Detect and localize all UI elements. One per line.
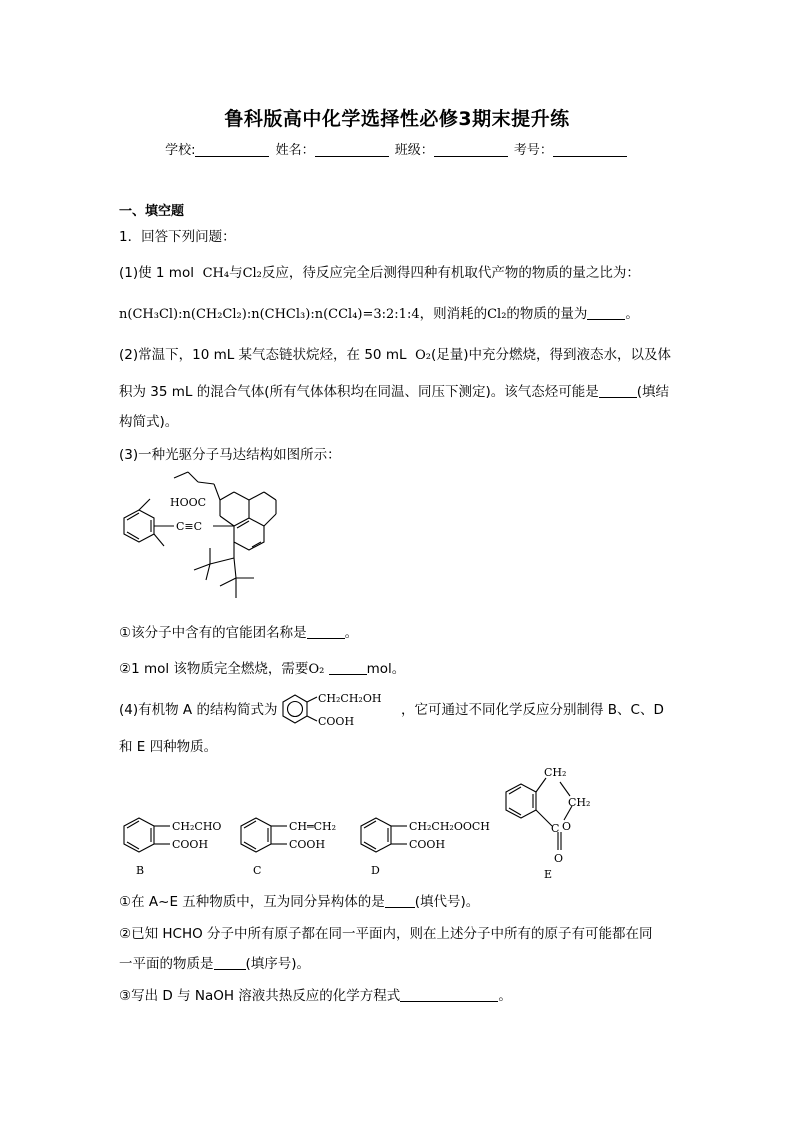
answer-blank-5[interactable] <box>385 895 415 908</box>
formula-cl2-b: Cl₂ <box>487 307 507 322</box>
ratio-expression: n(CH₃Cl):n(CH₂Cl₂):n(CHCl₃):n(CCl₄)=3:2:1:4 <box>119 307 420 322</box>
q1-p2-text-b: (足量)中充分燃烧，得到液态水，以及体 <box>430 347 672 363</box>
q1-p4-q2-text: 一平面的物质是 <box>119 956 214 972</box>
q1-part3-sub2 <box>119 660 405 679</box>
hooc-label: HOOC <box>170 496 207 509</box>
formula-o2-b: O₂ <box>308 662 325 677</box>
compound-d-sub2: COOH <box>409 838 446 851</box>
q1-p4-q3-end: 。 <box>498 988 512 1004</box>
q1-part1-line2 <box>119 305 639 324</box>
compound-e-ch2-b: CH₂ <box>568 796 591 809</box>
q1-p3-q2-end: mol。 <box>366 661 406 677</box>
answer-blank-6[interactable] <box>214 957 246 970</box>
q1-p2-text-a: (2)常温下，10 mL 某气态链状烷烃，在 50 mL <box>119 347 407 363</box>
q1-p1-text-c: 反应，待反应完全后测得四种有机取代产物的物质的量之比为： <box>261 265 640 281</box>
q1-part4-line1 <box>119 701 277 720</box>
answer-blank-4[interactable] <box>329 662 367 675</box>
q1-p3-q2-text: ②1 mol 该物质完全燃烧，需要 <box>119 661 309 677</box>
q1-part4-line2: 和 E 四种物质。 <box>119 739 218 755</box>
q1-p1-text-e: 的物质的量为 <box>506 306 588 322</box>
compound-b-sub2: COOH <box>172 838 209 851</box>
compound-d-label: D <box>371 864 380 877</box>
q1-part4-sub2: ②已知 HCHO 分子中所有原子都在同一平面内，则在上述分子中所有的原子有可能都在同 <box>119 926 653 942</box>
q1-part1-line1 <box>119 264 640 283</box>
compound-e-oxygen: O <box>562 820 572 833</box>
compound-e-ch2-a: CH₂ <box>544 766 567 779</box>
class-blank[interactable] <box>434 143 508 157</box>
name-label: 姓名： <box>275 143 315 158</box>
q1-p1-end: 。 <box>625 306 639 322</box>
school-blank[interactable] <box>195 143 269 157</box>
q1-p2-text-d: (填结 <box>636 384 670 400</box>
right-benzene-ring <box>234 518 264 550</box>
formula-o2: O₂ <box>415 348 431 363</box>
formula-cl2: Cl₂ <box>242 266 262 281</box>
left-benzene-ring <box>124 510 154 542</box>
compound-b-label: B <box>136 864 145 877</box>
class-label: 班级： <box>394 143 434 158</box>
q1-part2-line2 <box>119 383 669 402</box>
compound-c-label: C <box>253 864 262 877</box>
q1-p1-text-a: (1)使 1 mol <box>119 265 194 281</box>
compound-a-sub2: COOH <box>318 715 355 728</box>
molecular-motor-structure <box>110 470 310 615</box>
compound-a-sub1: CH₂CH₂OH <box>318 692 382 705</box>
compound-d-structure <box>355 812 505 880</box>
q1-p4-q2-end: (填序号)。 <box>245 956 311 972</box>
q1-part4-sub2b <box>119 955 310 974</box>
q1-part3-stem: (3)一种光驱分子马达结构如图所示： <box>119 447 341 463</box>
compound-c-sub2: COOH <box>289 838 326 851</box>
question-1-stem: 1．回答下列问题： <box>119 229 236 245</box>
q1-part2-line1 <box>119 346 671 365</box>
compound-a-structure <box>277 690 399 730</box>
compound-e-carbon: C <box>551 822 560 835</box>
q1-p2-text-c: 积为 35 mL 的混合气体(所有气体体积均在同温、同压下测定)。该气态烃可能是 <box>119 384 599 400</box>
school-label: 学校: <box>165 143 196 158</box>
compound-d-sub1: CH₂CH₂OOCH <box>409 820 490 833</box>
answer-blank-7[interactable] <box>400 989 498 1002</box>
compound-e-structure <box>498 762 608 880</box>
answer-blank-2[interactable] <box>599 385 637 398</box>
number-blank[interactable] <box>553 143 627 157</box>
answer-blank-3[interactable] <box>307 626 345 639</box>
q1-part4-line1b: ，它可通过不同化学反应分别制得 B、C、D <box>401 702 664 718</box>
q1-p1-text-d: ，则消耗的 <box>419 306 488 322</box>
answer-blank-1[interactable] <box>587 307 625 320</box>
compound-b-sub1: CH₂CHO <box>172 820 222 833</box>
number-label: 考号： <box>513 143 553 158</box>
formula-ch4: CH₄ <box>202 266 230 281</box>
q1-p4-q1-end: (填代号)。 <box>414 894 480 910</box>
compound-c-structure <box>235 812 355 880</box>
q1-part3-sub1 <box>119 624 358 643</box>
q1-p1-text-b: 与 <box>229 265 243 281</box>
q1-p4-q3-text: ③写出 D 与 NaOH 溶液共热反应的化学方程式 <box>119 988 401 1004</box>
name-blank[interactable] <box>315 143 389 157</box>
compound-c-sub1: CH═CH₂ <box>289 820 337 833</box>
student-info <box>0 139 794 158</box>
section-heading: 一、填空题 <box>119 204 185 219</box>
q1-p3-q1-end: 。 <box>344 625 359 641</box>
q1-p4-text-a: (4)有机物 A 的结构简式为 <box>119 702 278 718</box>
alkyne-label: C≡C <box>176 520 203 533</box>
q1-p3-q1-text: ①该分子中含有的官能团名称是 <box>119 625 307 641</box>
compound-e-label: E <box>544 868 553 880</box>
q1-part4-sub3 <box>119 987 512 1006</box>
compound-b-structure <box>118 812 236 880</box>
compound-e-carbonyl-o: O <box>554 852 564 865</box>
page-title: 鲁科版高中化学选择性必修3期末提升练 <box>224 108 570 130</box>
q1-p4-q1-text: ①在 A~E 五种物质中，互为同分异构体的是 <box>119 894 385 910</box>
q1-part4-sub1 <box>119 893 479 912</box>
q1-part2-line3: 构简式)。 <box>119 414 179 430</box>
